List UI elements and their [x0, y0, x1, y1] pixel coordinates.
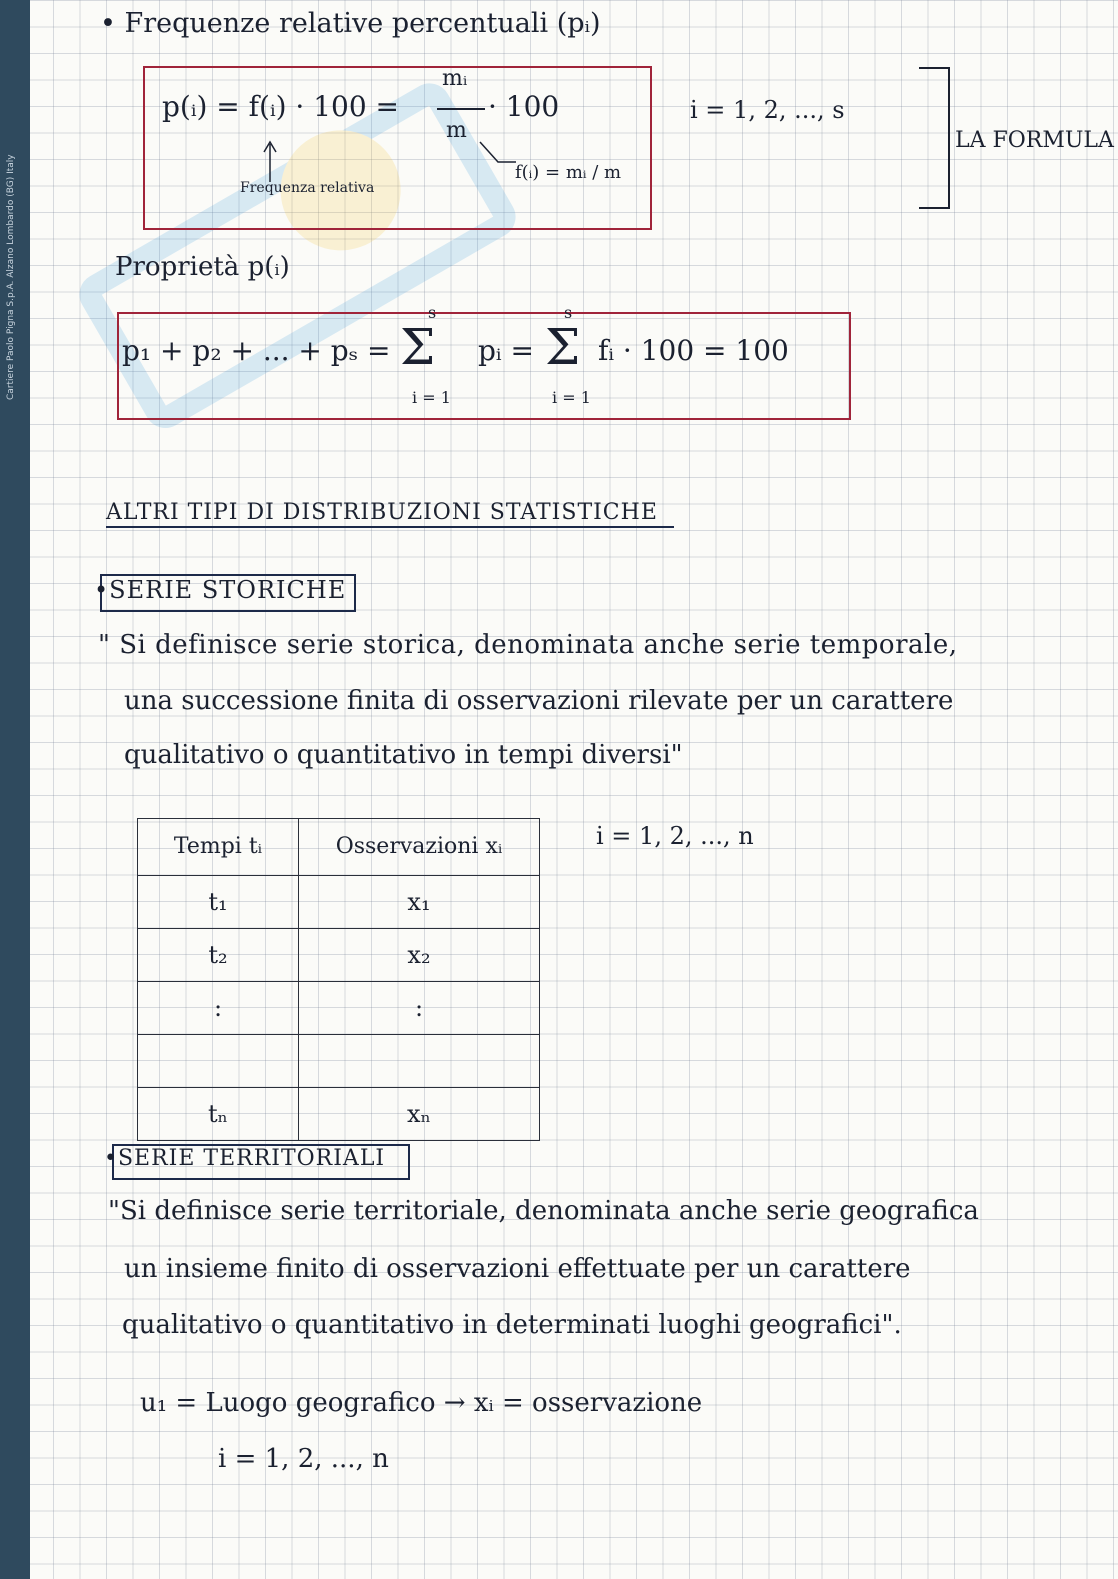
table-header-osservazioni: Osservazioni xᵢ	[299, 819, 540, 876]
sum2-sigma: Σ	[545, 318, 581, 376]
arrow-down-right-icon	[478, 140, 518, 170]
arrow-label: Frequenza relativa	[240, 180, 375, 196]
formula-pi: p(ᵢ) = f(ᵢ) · 100 =	[162, 90, 400, 123]
index-range-1: i = 1, 2, ..., s	[690, 96, 845, 124]
table-row	[138, 929, 540, 982]
notebook-binding	[0, 0, 30, 1579]
serie-storiche-table	[137, 818, 540, 1141]
sum2-term: fᵢ · 100 = 100	[598, 334, 789, 367]
territoriali-line-3: qualitativo o quantitativo in determinati luoghi geografici".	[122, 1310, 902, 1340]
table-cell-value: x₁	[299, 876, 540, 929]
storiche-line-3: qualitativo o quantitativo in tempi diversi"	[124, 740, 683, 770]
bracket-icon	[915, 66, 955, 211]
table-row	[138, 876, 540, 929]
arrow-up-icon	[262, 140, 278, 182]
table-header-tempi: Tempi tᵢ	[138, 819, 299, 876]
table-header-row	[138, 819, 540, 876]
sum1-bottom: i = 1	[412, 388, 451, 407]
territoriali-line-4: u₁ = Luogo geografico → xᵢ = osservazione	[140, 1388, 703, 1418]
index-range-2: i = 1, 2, ..., n	[596, 822, 754, 850]
table-cell-value: x₂	[299, 929, 540, 982]
territoriali-line-5: i = 1, 2, ..., n	[218, 1444, 389, 1474]
fraction-bar	[437, 108, 485, 110]
territoriali-line-2: un insieme finito di osservazioni effettuate per un carattere	[124, 1254, 911, 1284]
territoriali-line-1: "Si definisce serie territoriale, denominata anche serie geografica	[108, 1196, 979, 1226]
table-cell-time	[138, 1035, 299, 1088]
sum1-sigma: Σ	[400, 318, 436, 376]
table-cell-value: :	[299, 982, 540, 1035]
fraction-numerator: mᵢ	[442, 66, 468, 91]
storiche-line-1: " Si definisce serie storica, denominata anche serie temporale,	[98, 630, 958, 660]
table-cell-time: t₁	[138, 876, 299, 929]
sum1-top: s	[428, 303, 437, 322]
table-row	[138, 1088, 540, 1141]
section-title-proprieta: Proprietà p(ᵢ)	[115, 252, 290, 282]
fraction-denominator: m	[446, 118, 467, 143]
storiche-line-2: una successione finita di osservazioni rilevate per un carattere	[124, 686, 954, 716]
sub-formula: f(ᵢ) = mᵢ / m	[515, 162, 622, 183]
serie-storiche-label: •SERIE STORICHE	[94, 576, 347, 604]
sum2-bottom: i = 1	[552, 388, 591, 407]
table-cell-time: :	[138, 982, 299, 1035]
table-row	[138, 982, 540, 1035]
table-cell-time: t₂	[138, 929, 299, 982]
table-cell-time: tₙ	[138, 1088, 299, 1141]
binding-imprint: Cartiere Paolo Pigna S.p.A. Alzano Lombardo (BG) Italy	[6, 154, 16, 400]
serie-territoriali-label: •SERIE TERRITORIALI	[104, 1146, 386, 1171]
times-100: · 100	[488, 90, 560, 123]
sum-lhs: p₁ + p₂ + ... + pₛ =	[122, 334, 391, 367]
table-cell-value: xₙ	[299, 1088, 540, 1141]
heading-underline	[106, 526, 674, 528]
sum2-top: s	[564, 303, 573, 322]
bracket-note: LA FORMULA	[955, 128, 1114, 153]
heading-altri-tipi: ALTRI TIPI DI DISTRIBUZIONI STATISTICHE	[106, 500, 658, 525]
table-cell-value	[299, 1035, 540, 1088]
sum1-term: pᵢ =	[478, 334, 534, 367]
section-title-frequenze: • Frequenze relative percentuali (pᵢ)	[100, 8, 601, 39]
table-row	[138, 1035, 540, 1088]
